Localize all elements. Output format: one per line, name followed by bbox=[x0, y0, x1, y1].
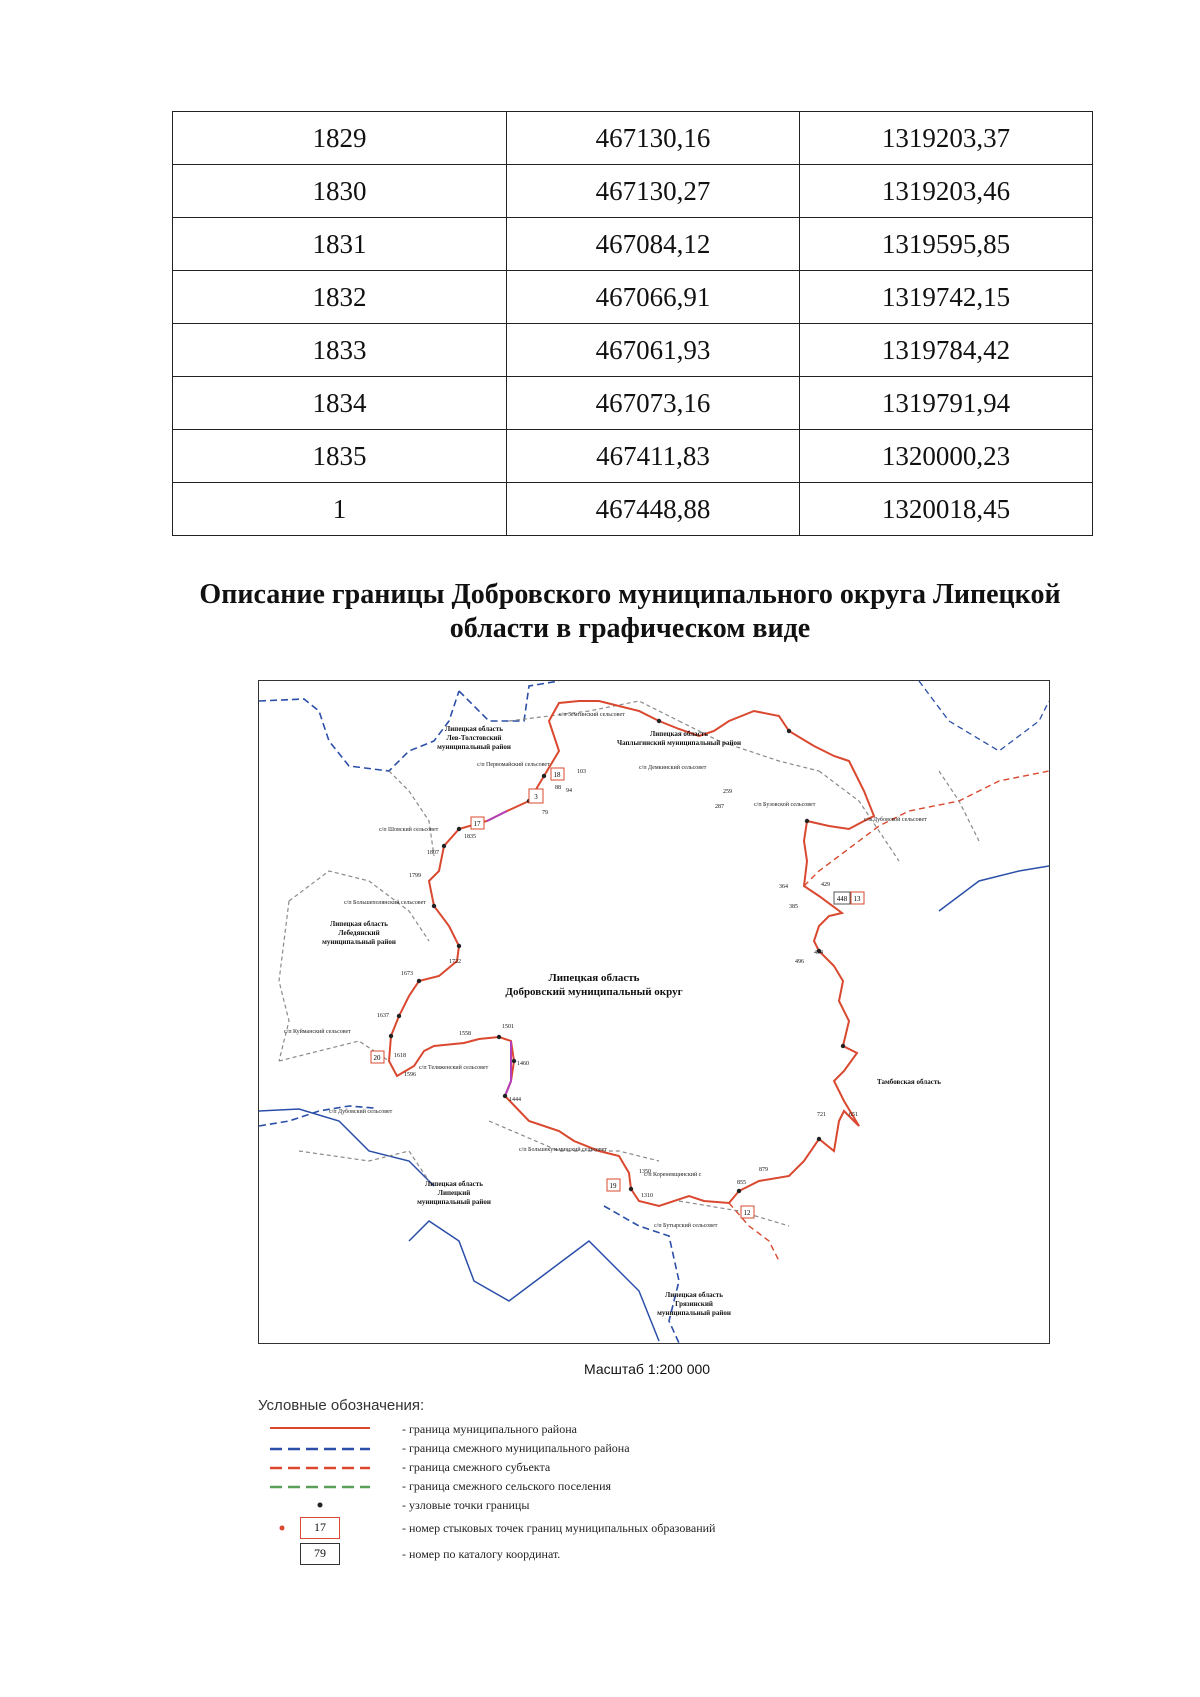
settlement-label: с/п Демкинский сельсовет bbox=[639, 765, 707, 771]
y-coordinate-cell: 1319595,85 bbox=[800, 218, 1093, 271]
point-number: 1596 bbox=[404, 1072, 416, 1078]
junction-box bbox=[371, 1051, 384, 1063]
x-coordinate-cell: 467061,93 bbox=[507, 324, 800, 377]
x-coordinate-cell: 467448,88 bbox=[507, 483, 800, 536]
point-number: 496 bbox=[795, 959, 804, 965]
point-number-cell: 1834 bbox=[173, 377, 507, 430]
settlement-label: с/п Шовский сельсовет bbox=[379, 827, 439, 833]
x-coordinate-cell: 467130,27 bbox=[507, 165, 800, 218]
legend-text: - граница смежного сельского поселения bbox=[402, 1479, 612, 1493]
page-title: Описание границы Добровского муниципального округа Липецкой области в графическом виде bbox=[199, 579, 1061, 644]
legend-row-adjacent-district bbox=[270, 1439, 770, 1458]
legend-row-catalog bbox=[270, 1541, 770, 1567]
y-coordinate-cell: 1319203,46 bbox=[800, 165, 1093, 218]
junction-box bbox=[551, 768, 564, 780]
point-number-cell: 1835 bbox=[173, 430, 507, 483]
table-row bbox=[173, 430, 1093, 483]
adjacent-district-border-south-solid bbox=[409, 1221, 659, 1341]
point-number: 79 bbox=[542, 810, 548, 816]
settlement-borders bbox=[279, 701, 979, 1226]
junction-box bbox=[741, 1206, 754, 1218]
catalog-box bbox=[834, 892, 850, 904]
adjacent-district-border-north bbox=[459, 681, 559, 721]
adjacent-district-border-west bbox=[259, 691, 459, 771]
lipetsky-label-2: Липецкий bbox=[437, 1189, 471, 1197]
chaplyginsky-label-2: Чаплыгинский муниципальный район bbox=[616, 739, 742, 747]
point-number-cell: 1830 bbox=[173, 165, 507, 218]
point-number: 1637 bbox=[377, 1013, 389, 1019]
point-number: 94 bbox=[566, 788, 572, 794]
point-number: 651 bbox=[849, 1112, 858, 1118]
legend-row-nodes bbox=[270, 1496, 770, 1515]
table-row bbox=[173, 483, 1093, 536]
point-number: 259 bbox=[723, 789, 732, 795]
legend-catalog-box: 79 bbox=[300, 1543, 340, 1565]
settlement-label: с/п Куйманский сельсовет bbox=[284, 1029, 351, 1035]
junction-box bbox=[529, 789, 543, 803]
point-number-cell: 1 bbox=[173, 483, 507, 536]
coordinates-table-body bbox=[173, 112, 1093, 536]
legend-junction-box: 17 bbox=[300, 1517, 340, 1539]
settlement-label: с/п Земгинский сельсовет bbox=[559, 712, 625, 718]
point-number: 88 bbox=[555, 785, 561, 791]
point-number: 1444 bbox=[509, 1097, 521, 1103]
point-number: 494 bbox=[814, 950, 823, 956]
point-number: 1350 bbox=[639, 1169, 651, 1175]
adjacent-district-border-southwest-solid bbox=[259, 1109, 434, 1186]
settlement-label: с/п Бузовской сельсовет bbox=[754, 802, 816, 808]
lipetsky-label-3: муниципальный район bbox=[417, 1198, 491, 1206]
y-coordinate-cell: 1319203,37 bbox=[800, 112, 1093, 165]
map-scale: Масштаб 1:200 000 bbox=[584, 1361, 711, 1377]
settlement-label: с/п Большекузьминский сельсовет bbox=[519, 1147, 607, 1153]
point-number: 287 bbox=[715, 804, 724, 810]
junction-box bbox=[851, 892, 864, 904]
point-number: 364 bbox=[779, 884, 788, 890]
gryazinsky-label-2: Грязинский bbox=[675, 1300, 713, 1308]
legend-text: - граница муниципального района bbox=[402, 1422, 577, 1436]
adjacent-district-border-northeast bbox=[919, 681, 1049, 751]
point-number: 1807 bbox=[427, 850, 439, 856]
center-region-label-1: Липецкая область bbox=[548, 972, 640, 984]
point-number: 879 bbox=[759, 1167, 768, 1173]
y-coordinate-cell: 1319784,42 bbox=[800, 324, 1093, 377]
point-number: 385 bbox=[789, 904, 798, 910]
point-number: 1673 bbox=[401, 971, 413, 977]
lebedyansky-label-1: Липецкая область bbox=[330, 920, 388, 928]
lipetsky-label-1: Липецкая область bbox=[425, 1180, 483, 1188]
boundary-map bbox=[258, 680, 1050, 1344]
point-number: 855 bbox=[737, 1180, 746, 1186]
x-coordinate-cell: 467130,16 bbox=[507, 112, 800, 165]
point-number-cell: 1831 bbox=[173, 218, 507, 271]
settlement-label: с/п Первомайский сельсовет bbox=[477, 762, 550, 768]
legend-row-district bbox=[270, 1420, 770, 1439]
settlement-label: с/п Большеполянский сельсовет bbox=[344, 900, 426, 906]
legend-title: Условные обозначения: bbox=[258, 1397, 425, 1414]
chaplyginsky-label-1: Липецкая область bbox=[650, 730, 708, 738]
point-number-cell: 1832 bbox=[173, 271, 507, 324]
point-number: 1722 bbox=[449, 959, 461, 965]
point-number: 721 bbox=[817, 1112, 826, 1118]
point-number: 1618 bbox=[394, 1053, 406, 1059]
y-coordinate-cell: 1319742,15 bbox=[800, 271, 1093, 324]
x-coordinate-cell: 467066,91 bbox=[507, 271, 800, 324]
district-border-accent-2 bbox=[505, 1041, 511, 1096]
gryazinsky-label-1: Липецкая область bbox=[665, 1291, 723, 1299]
legend-junction-dot bbox=[280, 1526, 285, 1531]
legend-node-dot bbox=[318, 1503, 323, 1508]
legend-row-adjacent-subject bbox=[270, 1458, 770, 1477]
legend-text: - номер по каталогу координат. bbox=[402, 1547, 561, 1561]
gryazinsky-label-3: муниципальный район bbox=[657, 1309, 731, 1317]
point-number: 1835 bbox=[464, 834, 476, 840]
svg-text:19: 19 bbox=[609, 1182, 617, 1190]
junction-box bbox=[471, 817, 484, 829]
svg-text:3: 3 bbox=[534, 793, 538, 801]
table-row bbox=[173, 377, 1093, 430]
point-number: 1460 bbox=[517, 1061, 529, 1067]
junction-box bbox=[607, 1179, 620, 1191]
center-region-label-2: Добровский муниципальный округ bbox=[505, 986, 683, 998]
lev-tolstovsky-label-2: Лев-Толстовский bbox=[446, 734, 502, 742]
coordinates-table bbox=[172, 111, 1093, 536]
adjacent-district-border-east bbox=[939, 866, 1049, 911]
district-border bbox=[389, 701, 874, 1206]
y-coordinate-cell: 1320000,23 bbox=[800, 430, 1093, 483]
table-row bbox=[173, 324, 1093, 377]
settlement-label: с/п Бутырский сельсовет bbox=[654, 1223, 718, 1229]
lebedyansky-label-2: Лебедянский bbox=[338, 929, 380, 937]
svg-text:12: 12 bbox=[743, 1209, 751, 1217]
legend-text: - граница смежного субъекта bbox=[402, 1460, 551, 1474]
y-coordinate-cell: 1320018,45 bbox=[800, 483, 1093, 536]
table-row bbox=[173, 165, 1093, 218]
point-number-cell: 1829 bbox=[173, 112, 507, 165]
map-canvas bbox=[259, 681, 1049, 1343]
legend-text: - номер стыковых точек границ муниципальных образований bbox=[402, 1521, 716, 1535]
point-number: 1501 bbox=[502, 1024, 514, 1030]
x-coordinate-cell: 467411,83 bbox=[507, 430, 800, 483]
legend-row-junction bbox=[270, 1515, 770, 1541]
point-number: 103 bbox=[577, 769, 586, 775]
svg-text:18: 18 bbox=[553, 771, 561, 779]
x-coordinate-cell: 467073,16 bbox=[507, 377, 800, 430]
legend-text: - узловые точки границы bbox=[402, 1498, 530, 1512]
svg-text:20: 20 bbox=[373, 1054, 381, 1062]
point-number: 1310 bbox=[641, 1193, 653, 1199]
svg-text:448: 448 bbox=[836, 895, 848, 903]
svg-text:13: 13 bbox=[853, 895, 861, 903]
table-row bbox=[173, 112, 1093, 165]
point-number-cell: 1833 bbox=[173, 324, 507, 377]
point-number: 429 bbox=[821, 882, 830, 888]
point-number: 1799 bbox=[409, 873, 421, 879]
district-border-accent bbox=[487, 811, 507, 821]
settlement-label: с/п Теляженский сельсовет bbox=[419, 1065, 489, 1071]
point-number: 1558 bbox=[459, 1031, 471, 1037]
table-row bbox=[173, 218, 1093, 271]
settlement-label: с/п Кореневщинский с bbox=[644, 1172, 702, 1178]
lebedyansky-label-3: муниципальный район bbox=[322, 938, 396, 946]
svg-text:17: 17 bbox=[473, 820, 481, 828]
settlement-label: с/п Дубовский сельсовет bbox=[329, 1109, 393, 1115]
y-coordinate-cell: 1319791,94 bbox=[800, 377, 1093, 430]
tambov-label: Тамбовская область bbox=[877, 1078, 941, 1086]
legend-text: - граница смежного муниципального района bbox=[402, 1441, 630, 1455]
lev-tolstovsky-label-1: Липецкая область bbox=[445, 725, 503, 733]
legend bbox=[270, 1420, 770, 1567]
settlement-label: с/п Дубовской сельсовет bbox=[864, 817, 927, 823]
lev-tolstovsky-label-3: муниципальный район bbox=[437, 743, 511, 751]
x-coordinate-cell: 467084,12 bbox=[507, 218, 800, 271]
table-row bbox=[173, 271, 1093, 324]
legend-row-adjacent-settlement bbox=[270, 1477, 770, 1496]
